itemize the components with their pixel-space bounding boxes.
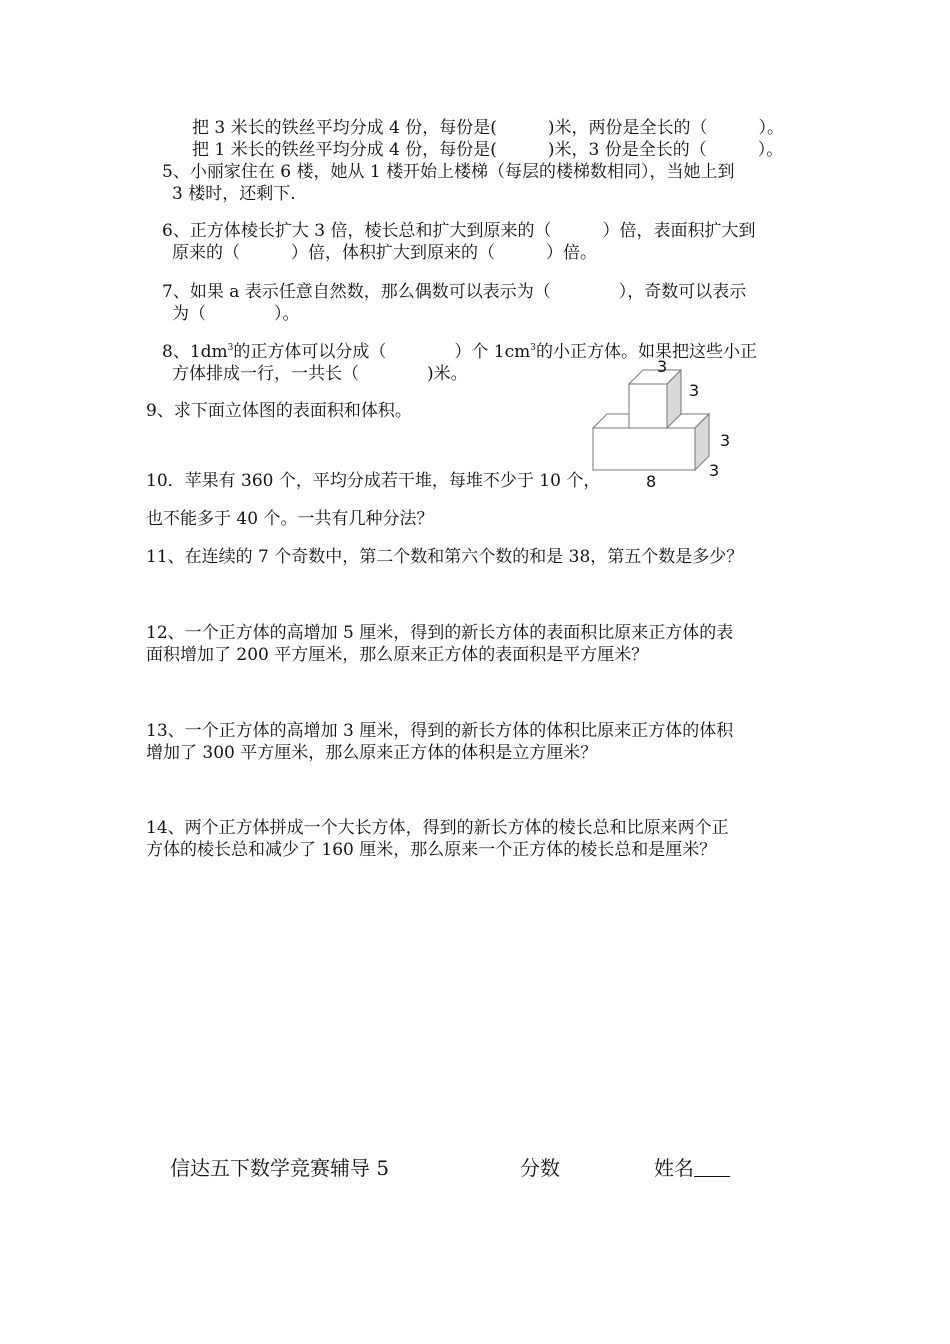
- q5-line2: 3 楼时，还剩下.: [172, 184, 296, 204]
- solid-figure: [585, 358, 745, 493]
- q6-line2: 原来的（ ）倍，体积扩大到原来的（ ）倍。: [172, 243, 597, 263]
- q4-line1: 把 3 米长的铁丝平均分成 4 份，每份是( )米，两份是全长的（ ）。: [192, 118, 785, 138]
- q10-line1: 10．苹果有 360 个，平均分成若干堆，每堆不少于 10 个，: [146, 471, 601, 491]
- q4-line2: 把 1 米长的铁丝平均分成 4 份，每份是( )米，3 份是全长的（ ）。: [192, 140, 784, 160]
- q7-line2: 为（ ）。: [172, 304, 300, 324]
- q8-text-b: 的正方体可以分成（ ）个 1cm: [233, 342, 531, 362]
- q8-text-a: 8、1dm: [162, 342, 228, 362]
- top-cube-front-face: [629, 384, 667, 428]
- q10-line2: 也不能多于 40 个。一共有几种分法？: [146, 509, 434, 529]
- q13-line1: 13、一个正方体的高增加 3 厘米，得到的新长方体的体积比原来正方体的体积: [146, 721, 734, 741]
- q8-text-c: 的小正方体。如果把这些小正: [535, 342, 757, 362]
- name-label: 姓名: [654, 1156, 694, 1180]
- score-label: 分数: [520, 1156, 560, 1180]
- base-box-front-face: [593, 428, 695, 470]
- q6-line1: 6、正方体棱长扩大 3 倍，棱长总和扩大到原来的（ ）倍，表面积扩大到: [162, 221, 756, 241]
- q8-exp-a: 3: [227, 343, 234, 353]
- base-box-label-depth: 3: [709, 461, 720, 480]
- q12-line2: 面积增加了 200 平方厘米，那么原来正方体的表面积是平方厘米？: [146, 645, 649, 665]
- q14-line2: 方体的棱长总和减少了 160 厘米，那么原来一个正方体的棱长总和是厘米？: [146, 840, 717, 860]
- q5-line1: 5、小丽家住在 6 楼，她从 1 楼开始上楼梯（每层的楼梯数相同），当她上到: [162, 162, 735, 182]
- base-box-label-height: 3: [720, 431, 731, 450]
- name-blank-line: [694, 1158, 730, 1177]
- q9-text: 9、求下面立体图的表面积和体积。: [146, 401, 412, 421]
- q8-line2: 方体排成一行，一共长（ )米。: [172, 364, 468, 384]
- q11-text: 11、在连续的 7 个奇数中，第二个数和第六个数的和是 38，第五个数是多少？: [146, 547, 744, 567]
- worksheet-title: 信达五下数学竞赛辅导 5: [170, 1156, 390, 1180]
- name-field: [654, 1152, 730, 1181]
- base-box-label-length: 8: [646, 472, 657, 491]
- q12-line1: 12、一个正方体的高增加 5 厘米，得到的新长方体的表面积比原来正方体的表: [146, 623, 734, 643]
- q8-exp-b: 3: [530, 343, 536, 353]
- top-cube-label-side: 3: [689, 381, 700, 400]
- top-cube-label-top: 3: [657, 358, 668, 376]
- q14-line1: 14、两个正方体拼成一个大长方体，得到的新长方体的棱长总和比原来两个正: [146, 818, 729, 838]
- q13-line2: 增加了 300 平方厘米，那么原来正方体的体积是立方厘米？: [146, 743, 598, 763]
- q7-line1: 7、如果 a 表示任意自然数，那么偶数可以表示为（ ），奇数可以表示: [162, 282, 747, 302]
